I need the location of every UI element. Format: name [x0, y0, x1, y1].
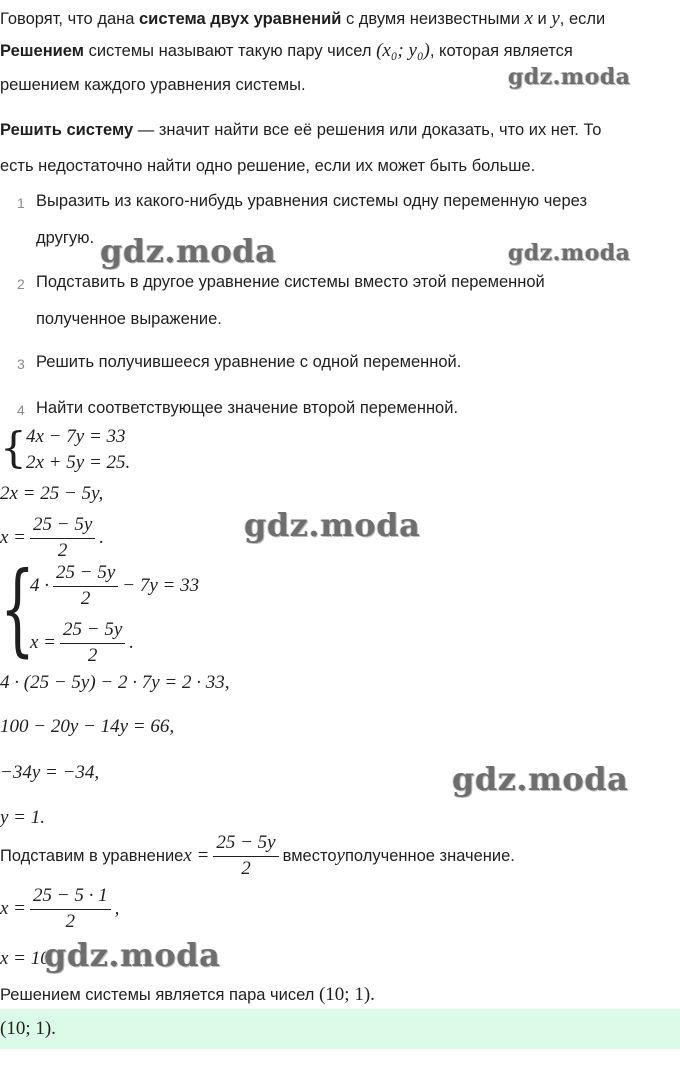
watermark: gdz.moda — [44, 936, 221, 974]
solve-line-1: Решить систему — значит найти все её решения или доказать, что их нет. То — [0, 121, 602, 139]
equation: 2x = 25 − 5y, — [0, 483, 104, 504]
left-brace: { — [0, 550, 35, 667]
equation: 100 − 20y − 14y = 66, — [0, 716, 175, 737]
fraction: $\frac{25 - 5y}{2}$ — [213, 832, 278, 880]
solve-line-2: есть недостаточно найти одно решение, если их может быть больше. — [0, 157, 536, 175]
step-number: 3 — [17, 356, 25, 372]
watermark: gdz.moda — [452, 760, 629, 798]
intro-line-3: решением каждого уравнения системы. — [0, 76, 306, 94]
system-eq-1: 4x − 7y = 33 — [26, 426, 126, 447]
answer-text: (10; 1). — [0, 1018, 56, 1039]
watermark: gdz.moda — [508, 64, 631, 90]
step-number: 1 — [17, 195, 25, 211]
step-text-cont: полученное выражение. — [36, 310, 222, 328]
system2-eq-2: x = $\frac{25 - 5y}{2}$ . — [30, 619, 135, 666]
equation: 4 · (25 − 5y) − 2 · 7y = 2 · 33, — [0, 672, 230, 693]
x-calculation: x = $\frac{25 - 5 \cdot 1}{2}$ , — [0, 885, 120, 932]
result-line: Решением системы является пара чисел (10; 1). — [0, 984, 375, 1005]
step-text-cont: другую. — [36, 229, 95, 247]
system2-eq-1: 4 · $\frac{25 - 5y}{2}$ − 7y = 33 — [30, 562, 200, 609]
step-text: Подставить в другое уравнение системы вместо этой переменной — [36, 273, 545, 291]
system-eq-2: 2x + 5y = 25. — [26, 452, 131, 473]
answer-highlight — [0, 1009, 680, 1049]
step-text: Найти соответствующее значение второй переменной. — [36, 399, 459, 417]
watermark: gdz.moda — [244, 506, 421, 544]
x-expression: x = $\frac{25 - 5y}{2}$ . — [0, 514, 105, 561]
watermark: gdz.moda — [508, 240, 631, 266]
fraction: $\frac{25 - 5y}{2}$ — [53, 562, 118, 610]
x-result: x = 10. — [0, 948, 55, 969]
equation: −34y = −34, — [0, 762, 100, 783]
fraction: $\frac{25 - 5y}{2}$ — [60, 619, 125, 667]
intro-line-2: Решением системы называют такую пару чисел (x₀; y₀), которая является — [0, 40, 573, 61]
equation: y = 1. — [0, 807, 46, 828]
step-number: 4 — [17, 402, 25, 418]
fraction: $\frac{25 - 5 \cdot 1}{2}$ — [30, 885, 111, 933]
watermark: gdz.moda — [100, 232, 277, 270]
step-text: Выразить из какого-нибудь уравнения системы одну переменную через — [36, 192, 588, 210]
intro-line-1: Говорят, что дана система двух уравнений с двумя неизвестными x и y, если — [0, 8, 606, 29]
left-brace: { — [0, 423, 27, 472]
step-text: Решить получившееся уравнение с одной переменной. — [36, 353, 462, 371]
fraction: $\frac{25 - 5y}{2}$ — [30, 514, 95, 562]
substitution-line: Подставим в уравнение x = $\frac{25 - 5y}{2}$ вместо y полученное значение. — [0, 832, 515, 879]
step-number: 2 — [17, 276, 25, 292]
